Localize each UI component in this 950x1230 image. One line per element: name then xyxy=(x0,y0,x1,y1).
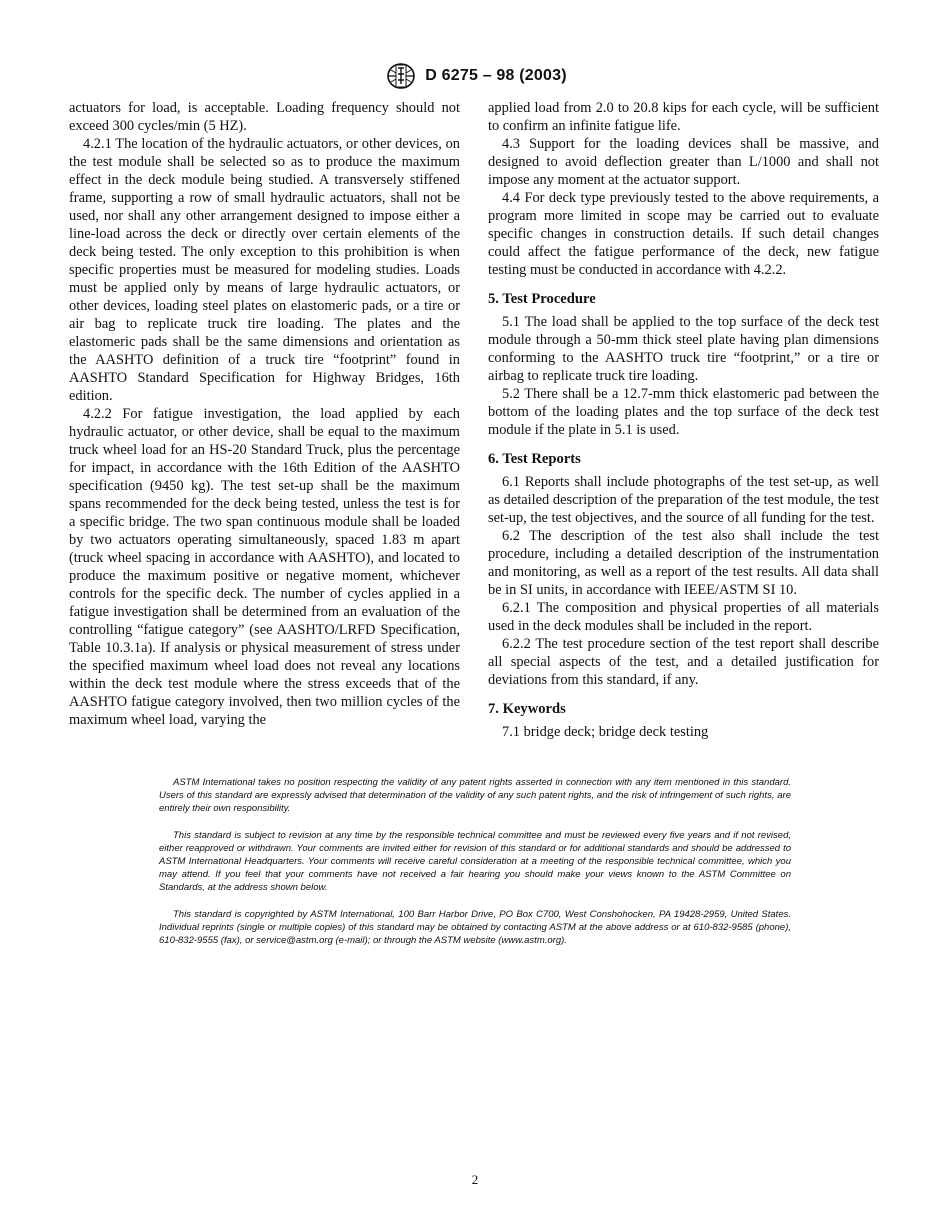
revision-notice: This standard is subject to revision at any time by the responsible technical committee and must be reviewed every five years and if not revised, either reapproved or withdrawn. Your comments are invited either for revision of this standard or for additional standards and should be addressed to ASTM International Headquarters. Your comments will receive careful consideration at a meeting of the responsible technical committee, which you may attend. If you feel that your comments have not received a fair hearing you should make your views known to the ASTM Committee on Standards, at the address shown below. xyxy=(159,830,791,893)
left-column xyxy=(69,99,460,729)
paragraph-4-4: 4.4 For deck type previously tested to the above requirements, a program more limited in scope may be carried out to evaluate specific changes in construction details. If such detail changes could affect the fatigue performance of the deck, new fatigue testing must be conducted in accordance with 4.2.2. xyxy=(488,190,879,278)
section-heading-test-procedure: 5. Test Procedure xyxy=(488,291,596,307)
page-header xyxy=(0,62,950,90)
paragraph-4-2-1: 4.2.1 The location of the hydraulic actuators, or other devices, on the test module shall be selected so as to produce the maximum effect in the deck module being studied. A transversely stiffened frame, supporting a row of small hydraulic actuators, shall not be used, nor shall any other arrangement designed to impose either a line-load across the deck or directly over certain elements of the deck being tested. The only exception to this prohibition is when specific properties must be measured for modeling studies. Loads must be applied only by means of large hydraulic actuators, or other devices, loading steel plates on elastomeric pads, or a tire or air bag to replicate truck tire loading. The plates and the elastomeric pads shall be the same dimensions and orientation as the AASHTO definition of a truck tire “footprint” found in AASHTO Standard Specification for Highway Bridges, 16th edition. xyxy=(69,136,460,404)
section-heading-keywords: 7. Keywords xyxy=(488,701,566,717)
paragraph-6-2: 6.2 The description of the test also shall include the test procedure, including a detailed description of the instrumentation and monitoring, as well as a report of the test results. All data shall be in SI units, in accordance with IEEE/ASTM SI 10. xyxy=(488,528,879,598)
patent-notice: ASTM International takes no position respecting the validity of any patent rights asserted in connection with any item mentioned in this standard. Users of this standard are expressly advised that determination of the validity of any such patent rights, and the risk of infringement of such rights, are entirely their own responsibility. xyxy=(159,777,791,814)
paragraph-6-2-2: 6.2.2 The test procedure section of the test report shall describe all special aspects of the test, and a detailed justification for deviations from this standard, if any. xyxy=(488,636,879,688)
paragraph-4-2-2: 4.2.2 For fatigue investigation, the load applied by each hydraulic actuator, or other device, shall be equal to the maximum truck wheel load for an HS-20 Standard Truck, plus the percentage for impact, in accordance with the 16th Edition of the AASHTO specification (9450 kg). The test set-up shall be the maximum spans recommended for the deck being tested, unless the test is for a specific bridge. The two span continuous module shall be loaded by two actuators operating simultaneously, spaced 1.83 m apart (truck wheel spacing in accordance with AASHTO), and located to produce the maximum positive or negative moment, whichever controls for the specific deck. The number of cycles applied in a fatigue investigation shall be determined from an evaluation of the controlling “fatigue category” (see AASHTO/LRFD Specification, Table 10.3.1a). If analysis or physical measurement of stress under the specified maximum wheel load does not reveal any locations within the deck test module where the stress exceeds that of the AASHTO fatigue category involved, then two million cycles of the maximum wheel load, varying the xyxy=(69,406,460,728)
copyright-notice: This standard is copyrighted by ASTM International, 100 Barr Harbor Drive, PO Box C700, West Conshohocken, PA 19428-2959, United States. Individual reprints (single or multiple copies) of this standard may be obtained by contacting ASTM at the above address or at 610-832-9585 (phone), 610-832-9555 (fax), or service@astm.org (e-mail); or through the ASTM website (www.astm.org). xyxy=(159,909,791,946)
paragraph-6-1: 6.1 Reports shall include photographs of the test set-up, as well as detailed description of the preparation of the test module, the test set-up, the test objectives, and the source of all funding for the test. xyxy=(488,474,879,526)
footer-notes xyxy=(159,776,791,961)
document-designation: D 6275 – 98 (2003) xyxy=(425,67,567,84)
astm-logo-icon xyxy=(383,62,419,90)
paragraph-6-2-1: 6.2.1 The composition and physical properties of all materials used in the deck modules shall be included in the report. xyxy=(488,600,879,634)
paragraph-7-1: 7.1 bridge deck; bridge deck testing xyxy=(502,724,709,740)
paragraph-4-2-2-continued: applied load from 2.0 to 20.8 kips for each cycle, will be sufficient to confirm an infinite fatigue life. xyxy=(488,100,879,134)
paragraph-5-2: 5.2 There shall be a 12.7-mm thick elastomeric pad between the bottom of the loading plates and the top surface of the deck test module if the plate in 5.1 is used. xyxy=(488,386,879,438)
right-column xyxy=(488,99,879,741)
paragraph-4-2-continued: actuators for load, is acceptable. Loading frequency should not exceed 300 cycles/min (5 HZ). xyxy=(69,100,460,134)
section-heading-test-reports: 6. Test Reports xyxy=(488,451,581,467)
page-number: 2 xyxy=(471,1172,479,1187)
paragraph-5-1: 5.1 The load shall be applied to the top surface of the deck test module through a 50-mm thick steel plate having plan dimensions conforming to the AASHTO truck tire “footprint,” or a tire or airbag to replicate truck tire loading. xyxy=(488,314,879,384)
paragraph-4-3: 4.3 Support for the loading devices shall be massive, and designed to avoid deflection greater than L/1000 and shall not impose any moment at the actuator support. xyxy=(488,136,879,188)
